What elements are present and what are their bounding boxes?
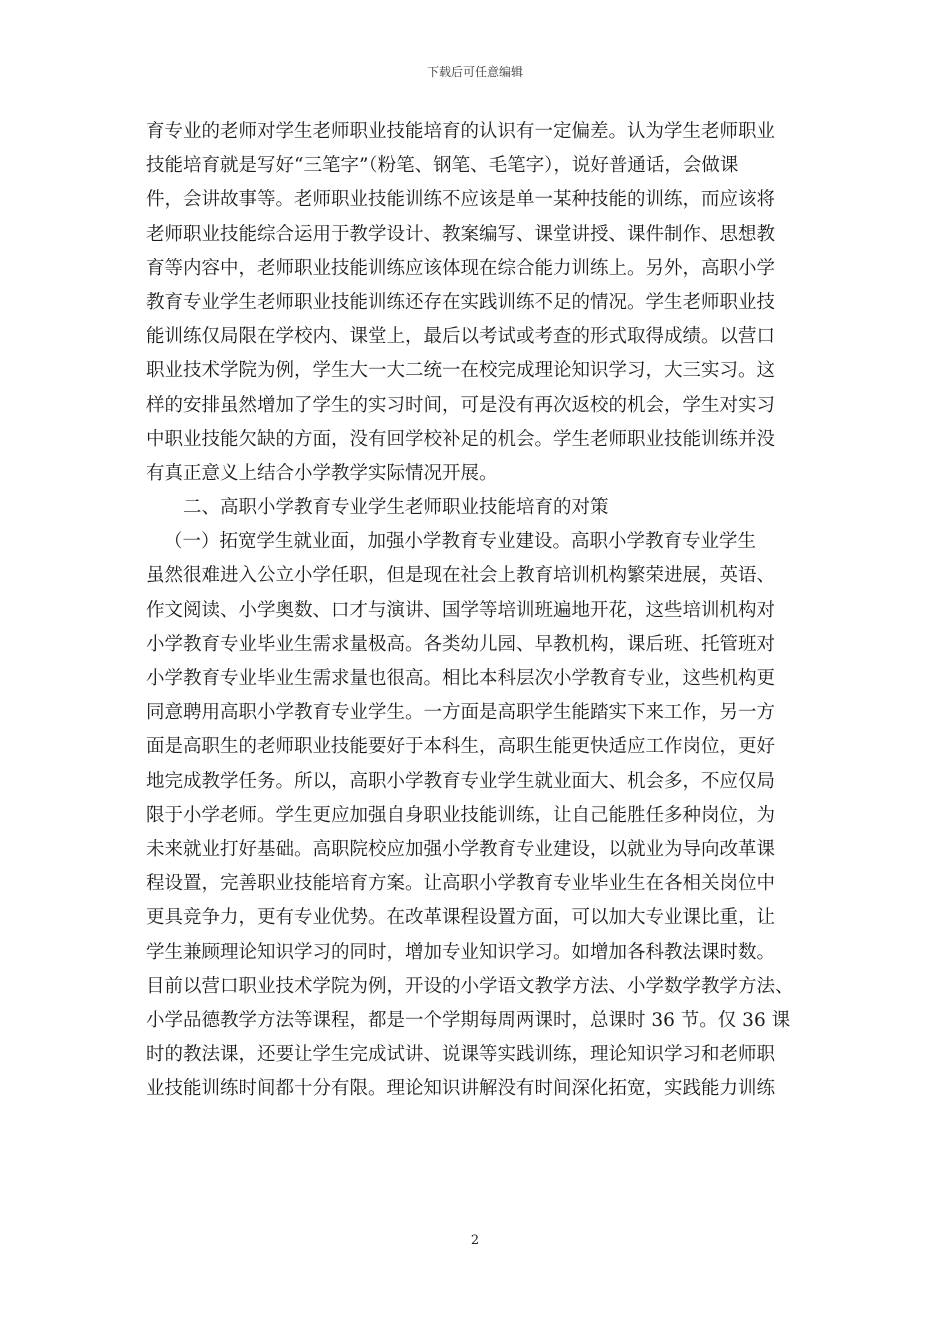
text-line: 育专业的老师对学生老师职业技能培育的认识有一定偏差。认为学生老师职业 bbox=[146, 121, 776, 142]
text-line: 同意聘用高职小学教育专业学生。一方面是高职学生能踏实下来工作，另一方 bbox=[146, 702, 776, 724]
text-line: 小学品德教学方法等课程，都是一个学期每周两课时，总课时 36 节。仅 36 课 bbox=[146, 1009, 791, 1031]
text-line: 时的教法课，还要让学生完成试讲、说课等实践训练，理论知识学习和老师职 bbox=[146, 1044, 776, 1066]
text-line: 样的安排虽然增加了学生的实习时间，可是没有再次返校的机会，学生对实习 bbox=[146, 394, 776, 416]
text-line: 面是高职生的老师职业技能要好于本科生，高职生能更快适应工作岗位，更好 bbox=[146, 736, 776, 758]
text-line: 职业技术学院为例，学生大一大二统一在校完成理论知识学习，大三实习。这 bbox=[146, 360, 776, 382]
text-line: 地完成教学任务。所以，高职小学教育专业学生就业面大、机会多，不应仅局 bbox=[146, 770, 776, 792]
text-line: 程设置，完善职业技能培育方案。让高职小学教育专业毕业生在各相关岗位中 bbox=[146, 873, 776, 895]
text-line: 未来就业打好基础。高职院校应加强小学教育专业建设，以就业为导向改革课 bbox=[146, 838, 776, 860]
text-line: （一）拓宽学生就业面，加强小学教育专业建设。高职小学教育专业学生 bbox=[164, 531, 757, 553]
text-line: 有真正意义上结合小学教学实际情况开展。 bbox=[146, 462, 498, 484]
body-text bbox=[146, 115, 826, 1106]
paragraph-1 bbox=[146, 115, 826, 491]
text-line: 目前以营口职业技术学院为例，开设的小学语文教学方法、小学数学教学方法、 bbox=[146, 975, 794, 997]
text-line: 小学教育专业毕业生需求量极高。各类幼儿园、早教机构，课后班、托管班对 bbox=[146, 633, 776, 655]
text-line: 小学教育专业毕业生需求量也很高。相比本科层次小学教育专业，这些机构更 bbox=[146, 668, 776, 689]
text-line: 件，会讲故事等。老师职业技能训练不应该是单一某种技能的训练，而应该将 bbox=[146, 189, 776, 211]
page-header: 下载后可任意编辑 bbox=[426, 65, 523, 79]
page-number: 2 bbox=[470, 1233, 480, 1248]
text-line: 教育专业学生老师职业技能训练还存在实践训练不足的情况。学生老师职业技 bbox=[146, 291, 776, 313]
text-line: 限于小学老师。学生更应加强自身职业技能训练，让自己能胜任多种岗位，为 bbox=[146, 804, 776, 826]
text-line: 业技能训练时间都十分有限。理论知识讲解没有时间深化拓宽，实践能力训练 bbox=[146, 1078, 776, 1100]
text-line: 虽然很难进入公立小学任职，但是现在社会上教育培训机构繁荣进展，英语、 bbox=[146, 565, 776, 587]
text-line: 技能培育就是写好“三笔字”（粉笔、钢笔、毛笔字），说好普通话，会做课 bbox=[146, 155, 739, 177]
paragraph-2 bbox=[146, 525, 826, 1106]
text-line: 能训练仅局限在学校内、课堂上，最后以考试或考查的形式取得成绩。以营口 bbox=[146, 326, 776, 348]
text-line: 育等内容中，老师职业技能训练应该体现在综合能力训练上。另外，高职小学 bbox=[146, 257, 776, 279]
text-line: 更具竞争力，更有专业优势。在改革课程设置方面，可以加大专业课比重，让 bbox=[146, 907, 776, 929]
text-line: 老师职业技能综合运用于教学设计、教案编写、课堂讲授、课件制作、思想教 bbox=[146, 223, 776, 245]
text-line: 作文阅读、小学奥数、口才与演讲、国学等培训班遍地开花，这些培训机构对 bbox=[146, 599, 776, 621]
text-line: 中职业技能欠缺的方面，没有回学校补足的机会。学生老师职业技能训练并没 bbox=[146, 428, 776, 450]
section-heading: 二、高职小学教育专业学生老师职业技能培育的对策 bbox=[183, 497, 609, 519]
text-line: 学生兼顾理论知识学习的同时，增加专业知识学习。如增加各科教法课时数。 bbox=[146, 941, 776, 963]
